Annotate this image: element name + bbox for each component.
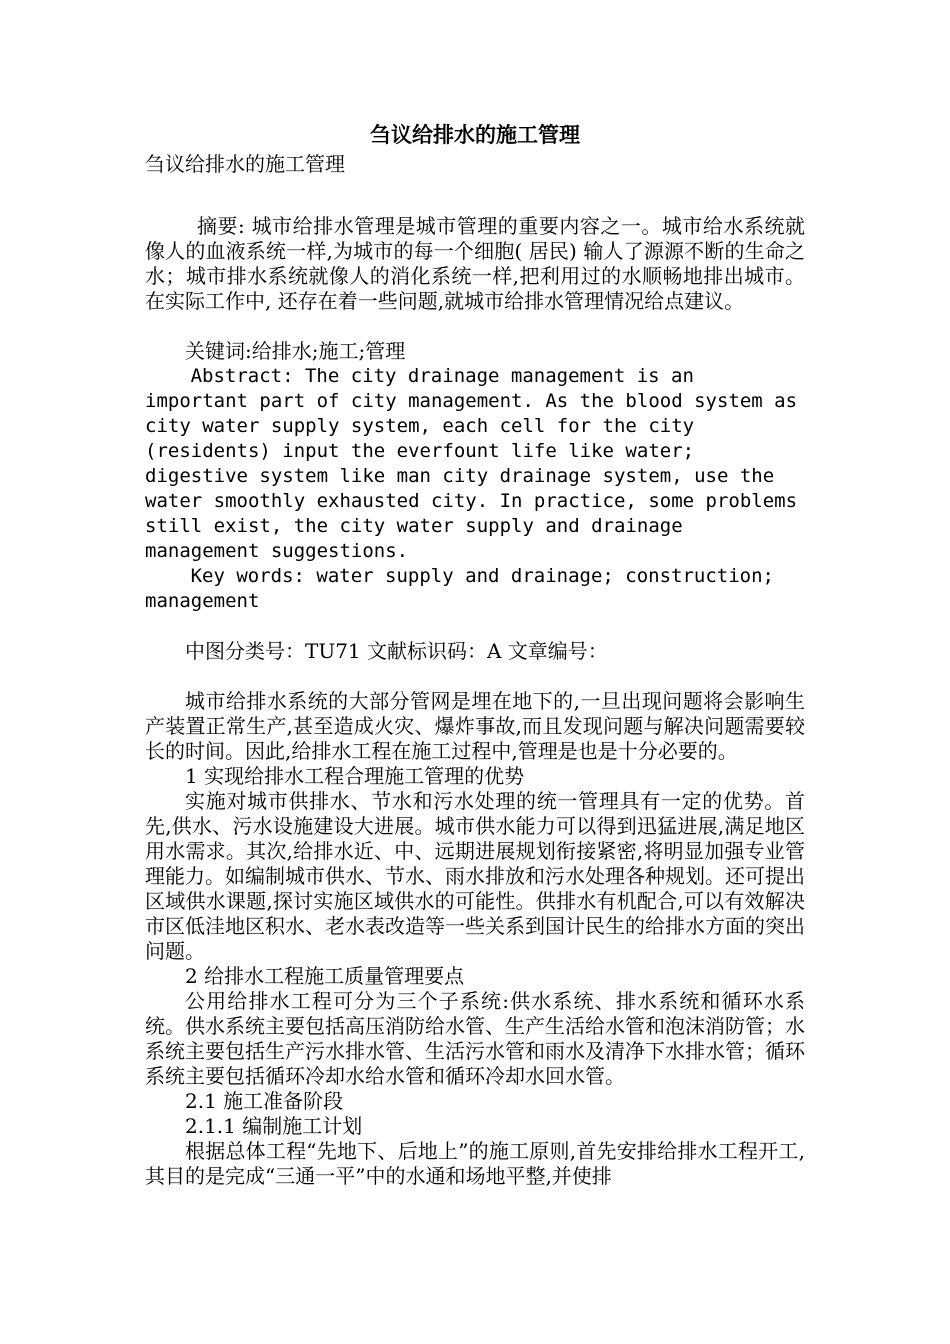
- abstract-chinese: 摘要: 城市给排水管理是城市管理的重要内容之一。城市给水系统就像人的血液系统一样,为城市的每一个细胞( 居民) 输人了源源不断的生命之水；城市排水系统就像人的消化系统一样,把利用过的水顺畅地排出城市。在实际工作中, 还存在着一些问题,就城市给排水管理情况给点建议。: [145, 214, 805, 313]
- section-1-heading: 1 实现给排水工程合理施工管理的优势: [185, 764, 525, 788]
- spacer: [145, 664, 805, 689]
- intro-paragraph: 城市给排水系统的大部分管网是埋在地下的,一旦出现问题将会影响生产装置正常生产,甚至造成火灾、爆炸事故,而且发现问题与解决问题需要较长的时间。因此,给排水工程在施工过程中,管理是也是十分必要的。: [145, 689, 805, 763]
- spacer: [145, 614, 805, 639]
- document-subtitle: 刍议给排水的施工管理: [145, 152, 345, 176]
- spacer: [145, 202, 805, 214]
- abstract-english: Abstract: The city drainage management is an important part of city management. As the blood system as city water supply system, each cell for the city (residents) input the everfount life like water; digestive system like man city drainage system, use the water smoothly exhausted city. In practice, some problems still exist, the city water supply and drainage management suggestions.: [145, 365, 798, 562]
- document-title: 刍议给排水的施工管理: [370, 122, 580, 147]
- section-1-body: 实施对城市供排水、节水和污水处理的统一管理具有一定的优势。首先,供水、污水设施建设大进展。城市供水能力可以得到迅猛进展,满足地区用水需求。其次,给排水近、中、远期进展规划衔接紧密,将明显加强专业管理能力。如编制城市供水、节水、雨水排放和污水处理各种规划。还可提出区域供水课题,探讨实施区域供水的可能性。供排水有机配合,可以有效解决市区低洼地区积水、老水表改造等一些关系到国计民生的给排水方面的突出问题。: [145, 789, 805, 963]
- section-2-1-1-heading: 2.1.1 编制施工计划: [185, 1114, 363, 1138]
- spacer: [145, 314, 805, 339]
- keywords-chinese: 关键词:给排水;施工;管理: [185, 339, 406, 363]
- section-2-1-heading: 2.1 施工准备阶段: [185, 1089, 344, 1113]
- classification-line: 中图分类号：TU71 文献标识码：A 文章编号：: [185, 639, 608, 663]
- section-2-body: 公用给排水工程可分为三个子系统:供水系统、排水系统和循环水系统。供水系统主要包括高压消防给水管、生产生活给水管和泡沫消防管；水系统主要包括生产污水排水管、生活污水管和雨水及清净下水排水管；循环系统主要包括循环冷却水给水管和循环冷却水回水管。: [145, 989, 805, 1088]
- section-2-1-1-body: 根据总体工程“先地下、后地上”的施工原则,首先安排给排水工程开工,其目的是完成“三通一平”中的水通和场地平整,并使排: [145, 1139, 805, 1188]
- spacer: [145, 177, 805, 202]
- document-page: [145, 118, 805, 1189]
- keywords-english: Key words: water supply and drainage; construction; management: [145, 565, 774, 612]
- section-2-heading: 2 给排水工程施工质量管理要点: [185, 964, 465, 988]
